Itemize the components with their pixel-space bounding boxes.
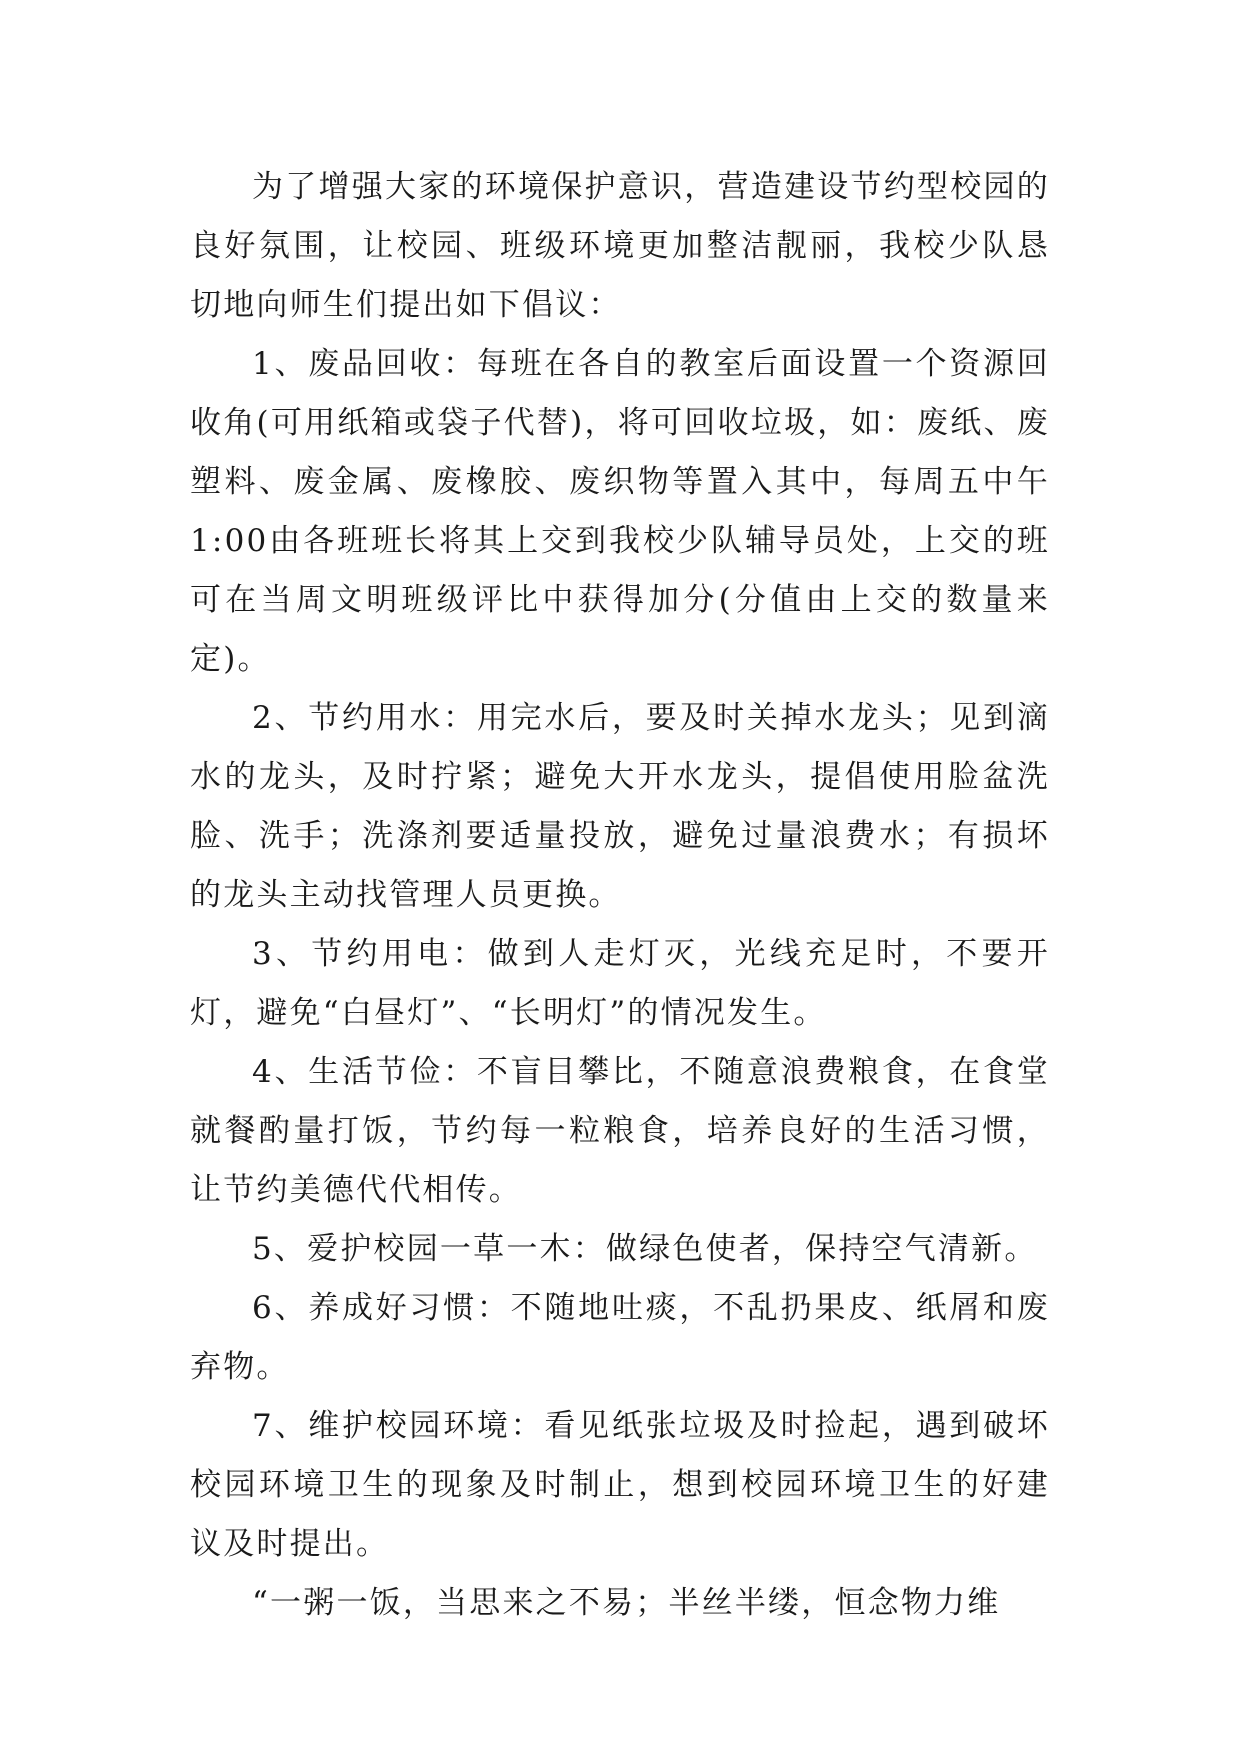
proposal-item-2: 2、节约用水：用完水后，要及时关掉水龙头；见到滴水的龙头，及时拧紧；避免大开水龙头，提倡使用脸盆洗脸、洗手；洗涤剂要适量投放，避免过量浪费水；有损坏的龙头主动找管理人员更换。 (190, 700, 1050, 913)
proposal-item-1: 1、废品回收：每班在各自的教室后面设置一个资源回收角(可用纸箱或袋子代替)，将可回收垃圾，如：废纸、废塑料、废金属、废橡胶、废织物等置入其中，每周五中午1:00由各班班长将其上交到我校少队辅导员处，上交的班可在当周文明班级评比中获得加分(分值由上交的数量来定)。 (190, 346, 1050, 677)
proposal-item-7: 7、维护校园环境：看见纸张垃圾及时捡起，遇到破坏校园环境卫生的现象及时制止，想到校园环境卫生的好建议及时提出。 (190, 1408, 1050, 1562)
proposal-item-5: 5、爱护校园一草一木：做绿色使者，保持空气清新。 (252, 1231, 1038, 1267)
document-body (190, 158, 1050, 1633)
closing-quote-paragraph: “一粥一饭，当思来之不易；半丝半缕，恒念物力维 (252, 1585, 1001, 1621)
proposal-item-4: 4、生活节俭：不盲目攀比，不随意浪费粮食，在食堂就餐酌量打饭，节约每一粒粮食，培养良好的生活习惯，让节约美德代代相传。 (190, 1054, 1050, 1208)
proposal-item-3: 3、节约用电：做到人走灯灭，光线充足时，不要开灯，避免“白昼灯”、“长明灯”的情况发生。 (190, 936, 1050, 1031)
proposal-item-6: 6、养成好习惯：不随地吐痰，不乱扔果皮、纸屑和废弃物。 (190, 1290, 1050, 1385)
intro-paragraph: 为了增强大家的环境保护意识，营造建设节约型校园的良好氛围，让校园、班级环境更加整洁靓丽，我校少队恳切地向师生们提出如下倡议： (190, 169, 1050, 323)
